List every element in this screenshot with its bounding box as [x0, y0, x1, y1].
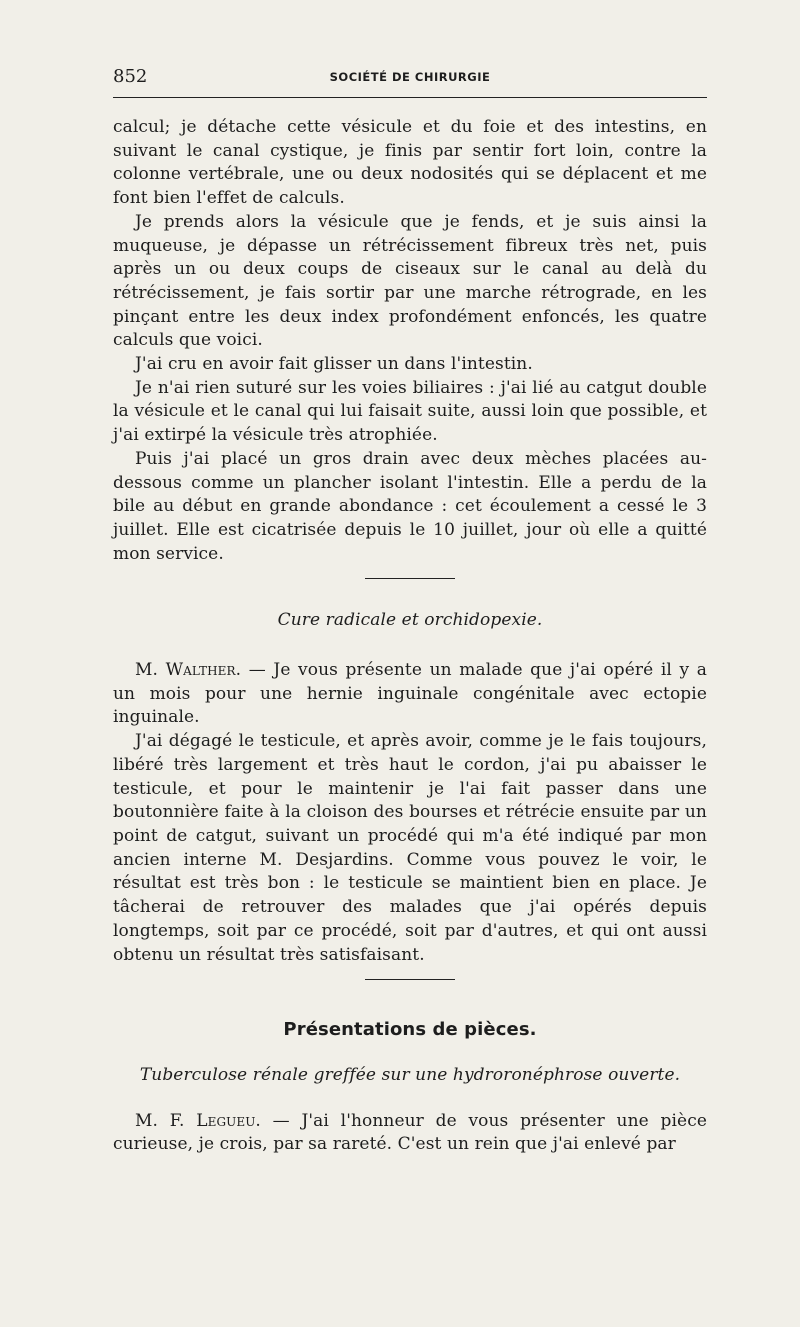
paragraph: calcul; je détache cette vésicule et du foie et des intestins, en suivant le canal cystique, je finis par sentir fort loin, contre la colonne vertébrale, une ou deux nodosités qui se déplacent et me font bien l'effet de calculs. [113, 117, 707, 209]
paragraph: J'ai cru en avoir fait glisser un dans l'intestin. [135, 354, 533, 375]
section-title: Présentations de pièces. [283, 1019, 537, 1041]
paragraph: J'ai dégagé le testicule, et après avoir, comme je le fais toujours, libéré très largement et très haut le cordon, j'ai pu abaisser le testicule, et pour le maintenir je l'ai fait passer dans une boutonnière faite à la cloison des bourses et rétrécie ensuite par un point de catgut, suivant un procédé qui m'a été indiqué par mon ancien interne M. Desjardins. Comme vous pouvez le voir, le résultat est très bon : le testicule se maintient bien en place. Je tâcherai de retrouver des malades que j'ai opérés depuis longtemps, soit par ce procédé, soit par d'autres, et qui ont aussi obtenu un résultat très satisfaisant. [113, 731, 707, 965]
paragraph [113, 659, 707, 730]
speaker-name: M. Walther. [135, 660, 242, 681]
section-subheading: Tuberculose rénale greffée sur une hydroronéphrose ouverte. [139, 1064, 681, 1085]
speaker-name: M. F. Legueu. [135, 1110, 261, 1131]
header-rule [113, 97, 707, 98]
section-separator [365, 979, 455, 980]
paragraph: Je n'ai rien suturé sur les voies biliaires : j'ai lié au catgut double la vésicule et le canal qui lui faisait suite, aussi loin que possible, et j'ai extirpé la vésicule très atrophiée. [113, 377, 707, 446]
paragraph-text: — J'ai l'honneur de vous présenter une pièce curieuse, je crois, par sa rareté. C'est un rein que j'ai enlevé par [113, 1110, 707, 1155]
page-header [113, 58, 707, 94]
paragraph: Puis j'ai placé un gros drain avec deux mèches placées au-dessous comme un plancher isolant l'intestin. Elle a perdu de la bile au début en grande abondance : cet écoulement a cessé le 3 juillet. Elle est cicatrisée depuis le 10 juillet, jour où elle a quitté mon service. [113, 448, 707, 564]
running-title: SOCIÉTÉ DE CHIRURGIE [329, 70, 491, 84]
book-page [113, 58, 707, 1157]
body-text [113, 116, 707, 1157]
section-heading: Cure radicale et orchidopexie. [277, 610, 543, 631]
section-separator [365, 578, 455, 579]
paragraph [113, 1110, 707, 1157]
page-number: 852 [113, 66, 148, 87]
paragraph-text: — Je vous présente un malade que j'ai opéré il y a un mois pour une hernie inguinale congénitale avec ectopie inguinale. [113, 660, 707, 728]
paragraph: Je prends alors la vésicule que je fends, et je suis ainsi la muqueuse, je dépasse un rétrécissement fibreux très net, puis après un ou deux coups de ciseaux sur le canal au delà du rétrécissement, je fais sortir par une marche rétrograde, en les pinçant entre les deux index profondément enfoncés, les quatre calculs que voici. [113, 211, 707, 351]
